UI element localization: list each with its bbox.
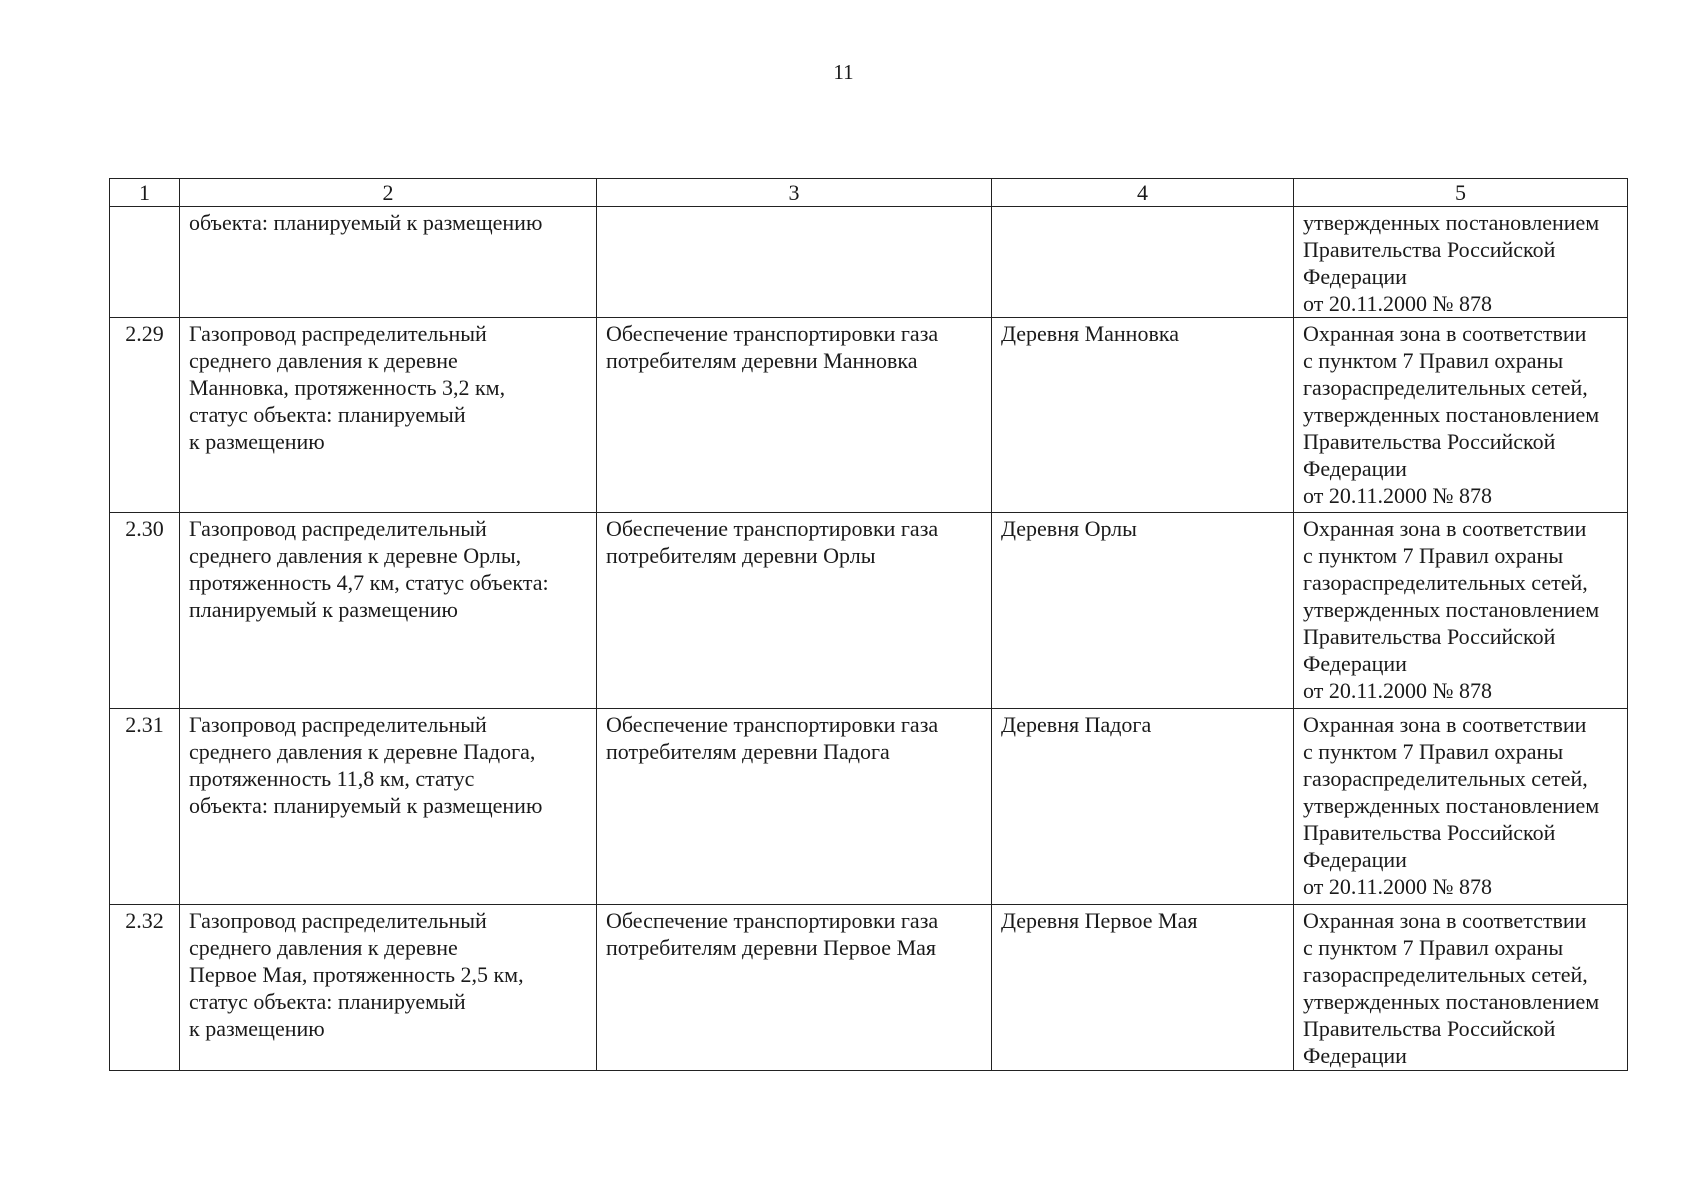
row-number: 2.30	[110, 513, 180, 709]
object-location: Деревня Орлы	[992, 513, 1294, 709]
table-row	[110, 318, 1628, 513]
table-row	[110, 709, 1628, 905]
object-description: Газопровод распределительный среднего давления к деревне Орлы, протяженность 4,7 км, статус объекта: планируемый к размещению	[180, 513, 597, 709]
row-number	[110, 207, 180, 318]
protection-zone: Охранная зона в соответствии с пунктом 7 Правил охраны газораспределительных сетей, утвержденных постановлением Правительства Российской Федерации от 20.11.2000 № 878	[1294, 318, 1628, 513]
object-location	[992, 207, 1294, 318]
table-row	[110, 905, 1628, 1071]
object-purpose	[597, 207, 992, 318]
table-row	[110, 207, 1628, 318]
column-header-2: 2	[180, 179, 597, 207]
table-row	[110, 513, 1628, 709]
object-description: Газопровод распределительный среднего давления к деревне Манновка, протяженность 3,2 км, статус объекта: планируемый к размещению	[180, 318, 597, 513]
object-purpose: Обеспечение транспортировки газа потребителям деревни Первое Мая	[597, 905, 992, 1071]
object-purpose: Обеспечение транспортировки газа потребителям деревни Манновка	[597, 318, 992, 513]
column-header-3: 3	[597, 179, 992, 207]
row-number: 2.32	[110, 905, 180, 1071]
object-purpose: Обеспечение транспортировки газа потребителям деревни Орлы	[597, 513, 992, 709]
object-location: Деревня Манновка	[992, 318, 1294, 513]
table-header-row	[110, 179, 1628, 207]
object-description: объекта: планируемый к размещению	[180, 207, 597, 318]
object-description: Газопровод распределительный среднего давления к деревне Первое Мая, протяженность 2,5 км, статус объекта: планируемый к размещению	[180, 905, 597, 1071]
object-purpose: Обеспечение транспортировки газа потребителям деревни Падога	[597, 709, 992, 905]
protection-zone: утвержденных постановлением Правительства Российской Федерации от 20.11.2000 № 878	[1294, 207, 1628, 318]
row-number: 2.29	[110, 318, 180, 513]
protection-zone: Охранная зона в соответствии с пунктом 7 Правил охраны газораспределительных сетей, утвержденных постановлением Правительства Российской Федерации от 20.11.2000 № 878	[1294, 513, 1628, 709]
column-header-4: 4	[992, 179, 1294, 207]
document-table	[109, 178, 1628, 1071]
column-header-1: 1	[110, 179, 180, 207]
protection-zone: Охранная зона в соответствии с пунктом 7 Правил охраны газораспределительных сетей, утвержденных постановлением Правительства Российской Федерации	[1294, 905, 1628, 1071]
object-description: Газопровод распределительный среднего давления к деревне Падога, протяженность 11,8 км, статус объекта: планируемый к размещению	[180, 709, 597, 905]
column-header-5: 5	[1294, 179, 1628, 207]
page-number: 11	[833, 60, 854, 84]
object-location: Деревня Первое Мая	[992, 905, 1294, 1071]
protection-zone: Охранная зона в соответствии с пунктом 7 Правил охраны газораспределительных сетей, утвержденных постановлением Правительства Российской Федерации от 20.11.2000 № 878	[1294, 709, 1628, 905]
object-location: Деревня Падога	[992, 709, 1294, 905]
row-number: 2.31	[110, 709, 180, 905]
